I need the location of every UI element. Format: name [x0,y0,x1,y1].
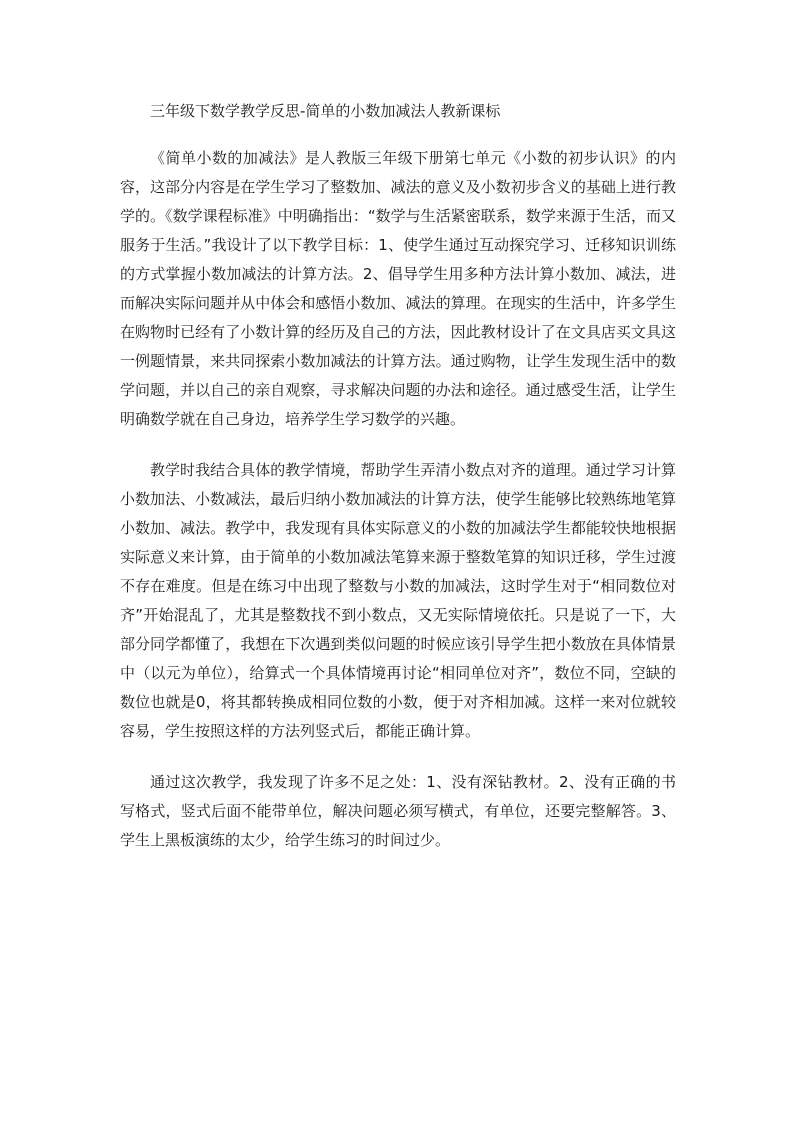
paragraph-reflection: 通过这次教学，我发现了许多不足之处：1、没有深钻教材。2、没有正确的书写格式，竖式后面不能带单位，解决问题必须写横式，有单位，还要完整解答。3、学生上黑板演练的太少，给学生练习的时间过少。 [120,773,676,849]
document-title: 三年级下数学教学反思-简单的小数加减法人教新课标 [150,102,501,120]
paragraph-teaching: 教学时我结合具体的教学情境，帮助学生弄清小数点对齐的道理。通过学习计算小数加法、小数减法，最后归纳小数加减法的计算方法，使学生能够比较熟练地笔算小数加、减法。教学中，我发现有具体实际意义的小数的加减法学生都能较快地根据实际意义来计算，由于简单的小数加减法笔算来源于整数笔算的知识迁移，学生过渡不存在难度。但是在练习中出现了整数与小数的加减法，这时学生对于“相同数位对齐”开始混乱了，尤其是整数找不到小数点，又无实际情境依托。只是说了一下，大部分同学都懂了，我想在下次遇到类似问题的时候应该引导学生把小数放在具体情景中（以元为单位），给算式一个具体情境再讨论“相同单位对齐”，数位不同，空缺的数位也就是0，将其都转换成相同位数的小数，便于对齐相加减。这样一来对位就较容易，学生按照这样的方法列竖式后，都能正确计算。 [120,461,676,740]
paragraph-intro: 《简单小数的加减法》是人教版三年级下册第七单元《小数的初步认识》的内容，这部分内容是在学生学习了整数加、减法的意义及小数初步含义的基础上进行教学的。《数学课程标准》中明确指出：“数学与生活紧密联系，数学来源于生活，而又服务于生活。”我设计了以下教学目标：1、使学生通过互动探究学习、迁移知识训练的方式掌握小数加减法的计算方法。2、倡导学生用多种方法计算小数加、减法，进而解决实际问题并从中体会和感悟小数加、减法的算理。在现实的生活中，许多学生在购物时已经有了小数计算的经历及自己的方法，因此教材设计了在文具店买文具这一例题情景，来共同探索小数加减法的计算方法。通过购物，让学生发现生活中的数学问题，并以自己的亲自观察，寻求解决问题的办法和途径。通过感受生活，让学生明确数学就在自己身边，培养学生学习数学的兴趣。 [120,149,676,428]
document-body [120,98,676,877]
